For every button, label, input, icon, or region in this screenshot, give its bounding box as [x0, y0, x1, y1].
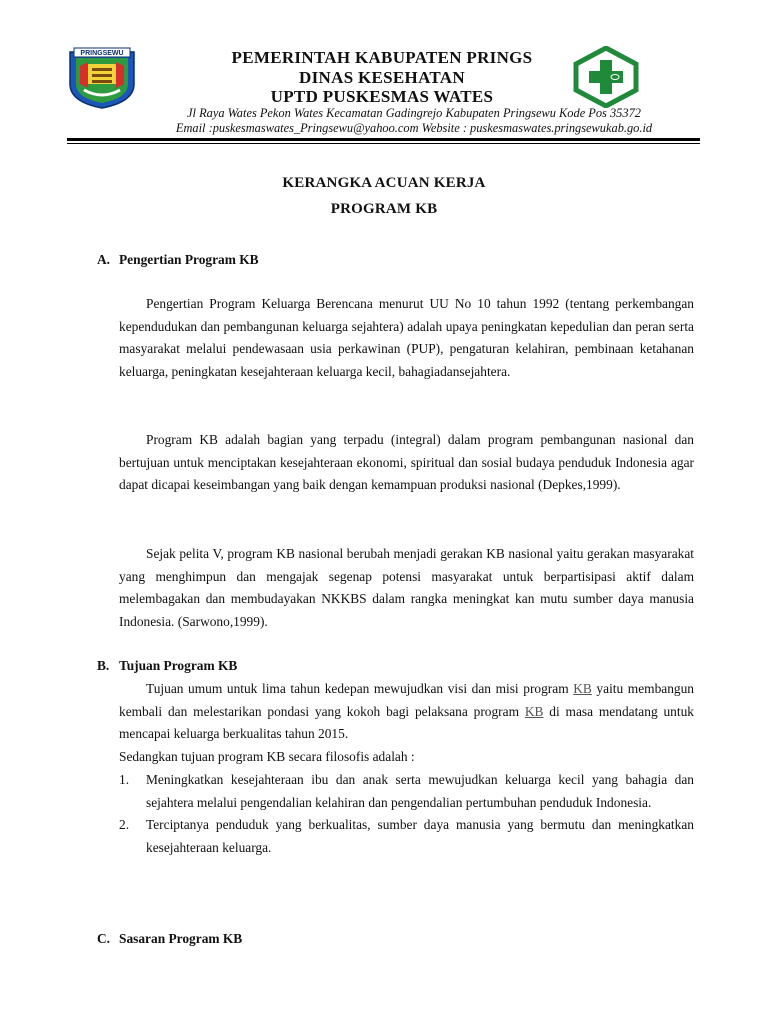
- section-a-paragraph-2: [119, 429, 694, 497]
- section-a-paragraph-3-text: Sejak pelita V, program KB nasional berubah menjadi gerakan KB nasional yaitu gerakan masyarakat yang menghimpun dan mengajak segenap potensi masyarakat untuk berpartisipasi aktif dalam melembagakan dan membudayakan NKKBS dalam rangka meningkat kan mutu sumber daya manusia Indonesia. (Sarwono,1999).: [119, 546, 694, 629]
- section-b-p1-part-c: di masa mendatang untuk mencapai keluarga berkualitas tahun 2015.: [119, 703, 694, 741]
- document-title: KERANGKA ACUAN KERJA: [282, 175, 486, 191]
- list-item-number: 1.: [119, 772, 130, 787]
- section-a-paragraph-2-text: Program KB adalah bagian yang terpadu (integral) dalam program pembangunan nasional dan bertujuan untuk menciptakan kesejahteraan ekonomi, spiritual dan sosial budaya penduduk Indonesia agar dapat dicapai keseimbangan yang baik dengan kemampuan produksi nasional (Depkes,1999).: [119, 432, 694, 492]
- letterhead-unit: UPTD PUSKESMAS WATES: [270, 87, 494, 106]
- section-b-title: Tujuan Program KB: [119, 658, 238, 673]
- section-b-p1-part-a: Tujuan umum untuk lima tahun kedepan mewujudkan visi dan misi program: [146, 681, 574, 696]
- list-item-number: 2.: [119, 817, 130, 832]
- logo-left-text: PRINGSEWU: [80, 50, 124, 57]
- kb-link-2[interactable]: KB: [524, 703, 544, 719]
- list-item: [119, 769, 694, 814]
- letterhead-department: DINAS KESEHATAN: [299, 68, 465, 87]
- section-b-heading: [97, 657, 237, 675]
- list-item-text: Terciptanya penduduk yang berkualitas, sumber daya manusia yang bermutu dan meningkatkan kesejahteraan keluarga.: [146, 817, 694, 855]
- letterhead-contact: Email :puskesmaswates_Pringsewu@yahoo.com Website : puskesmaswates.pringsewukab.go.id: [175, 121, 653, 135]
- section-c-letter: C.: [97, 931, 111, 946]
- letterhead-thin-rule: [67, 143, 700, 144]
- section-a-title: Pengertian Program KB: [119, 252, 259, 267]
- section-b-paragraph-2: Sedangkan tujuan program KB secara filosofis adalah :: [119, 749, 415, 764]
- list-item: [119, 814, 694, 859]
- section-b-letter: B.: [97, 658, 110, 673]
- section-a-paragraph-3: [119, 543, 694, 633]
- section-b-paragraph-1: [119, 678, 694, 746]
- letterhead-government: PEMERINTAH KABUPATEN PRINGS: [231, 48, 533, 67]
- section-a-letter: A.: [97, 252, 111, 267]
- letterhead-thick-rule: [67, 138, 700, 141]
- list-item-text: Meningkatkan kesejahteraan ibu dan anak serta mewujudkan keluarga kecil yang bahagia dan sejahtera melalui pengendalian kelahiran dan pengendalian pertumbuhan penduduk Indonesia.: [146, 772, 694, 810]
- section-a-paragraph-1-text: Pengertian Program Keluarga Berencana menurut UU No 10 tahun 1992 (tentang perkembangan kependudukan dan pembangunan keluarga sejahtera) adalah upaya peningkatan kepedulian dan peran serta masyarakat melalui pendewasaan usia perkawinan (PUP), pengaturan kelahiran, pembinaan ketahanan keluarga, peningkatan kesejahteraan keluarga kecil, bahagiadansejahtera.: [119, 296, 694, 379]
- kb-link-1[interactable]: KB: [573, 681, 592, 696]
- letterhead-address: Jl Raya Wates Pekon Wates Kecamatan Gadingrejo Kabupaten Pringsewu Kode Pos 35372: [187, 106, 641, 120]
- section-b-p1-part-b: yaitu membangun kembali dan melestarikan pondasi yang kokoh bagi pelaksana program: [119, 681, 694, 719]
- section-c-heading: [97, 930, 242, 948]
- section-a-paragraph-1: [119, 293, 694, 383]
- document-subtitle: PROGRAM KB: [330, 201, 438, 217]
- section-a-heading: [97, 251, 259, 269]
- section-b-goal-list: [119, 769, 694, 859]
- section-c-title: Sasaran Program KB: [119, 931, 243, 946]
